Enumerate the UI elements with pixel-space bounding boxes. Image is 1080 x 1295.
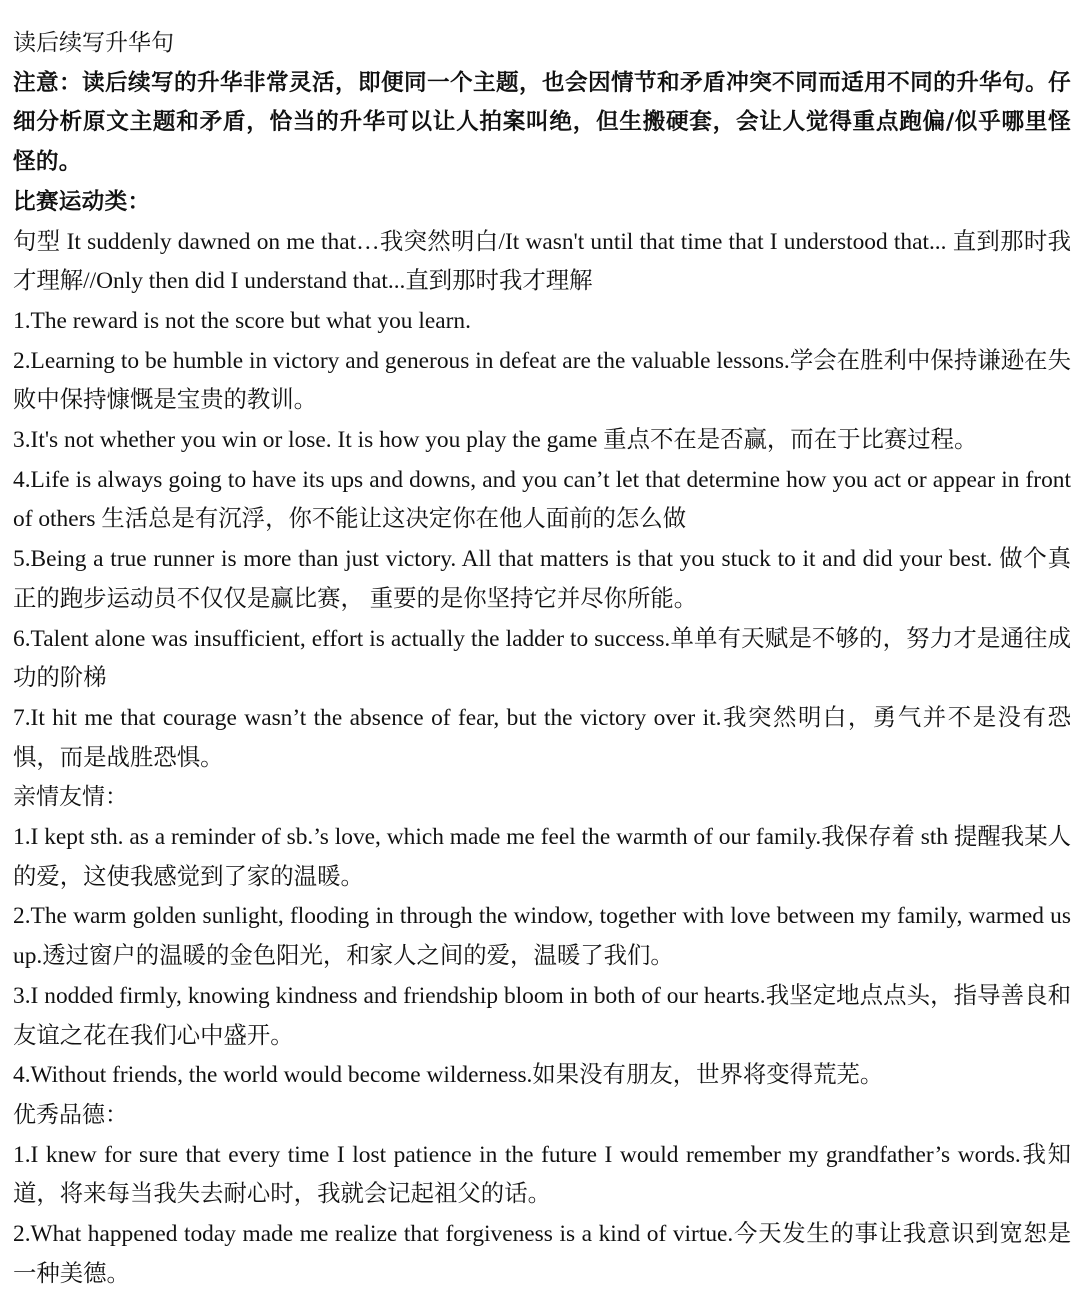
list-item: 6.Talent alone was insufficient, effort is actually the ladder to success.单单有天赋是不够的，努力才是通往成功的阶梯: [13, 625, 1071, 692]
list-item: 1.I knew for sure that every time I lost patience in the future I would remember my grandfather’s words.我知道，将来每当我失去耐心时，我就会记起祖父的话。: [13, 1141, 1071, 1208]
list-item: 4.Without friends, the world would become wilderness.如果没有朋友，世界将变得荒芜。: [13, 1062, 884, 1089]
sentence-pattern: 句型 It suddenly dawned on me that…我突然明白/It wasn't until that time that I understood that... 直到那时我才理解//Only then did I understand that...直到那时我才理解: [13, 228, 1071, 295]
list-item: 2.Learning to be humble in victory and generous in defeat are the valuable lessons.学会在胜利中保持谦逊在失败中保持慷慨是宝贵的教训。: [13, 347, 1071, 414]
list-item: 2.What happened today made me realize that forgiveness is a kind of virtue.今天发生的事让我意识到宽恕是一种美德。: [13, 1221, 1071, 1287]
section-heading-virtues: 优秀品德：: [13, 1101, 128, 1128]
list-item: 5.Being a true runner is more than just victory. All that matters is that you stuck to it and did your best. 做个真正的跑步运动员不仅仅是赢比赛， 重要的是你坚持它并尽你所能。: [13, 546, 1071, 612]
list-item: 2.The warm golden sunlight, flooding in through the window, together with love between my family, warmed us up.透过窗户的温暖的金色阳光，和家人之间的爱，温暖了我们。: [13, 903, 1071, 970]
list-item: 3.I nodded firmly, knowing kindness and friendship bloom in both of our hearts.我坚定地点点头，指导善良和友谊之花在我们心中盛开。: [13, 982, 1071, 1049]
list-item: 4.Life is always going to have its ups and downs, and you can’t let that determine how you act or appear in front of others 生活总是有沉浮，你不能让这决定你在他人面前的怎么做: [13, 466, 1071, 533]
list-item: 1.The reward is not the score but what you learn.: [13, 307, 471, 334]
list-item: 1.I kept sth. as a reminder of sb.’s love, which made me feel the warmth of our family.我保存着 sth 提醒我某人的爱，这使我感觉到了家的温暖。: [13, 824, 1071, 890]
section-heading-family-friendship: 亲情友情：: [13, 784, 128, 811]
list-item: 3.It's not whether you win or lose. It is how you play the game 重点不在是否赢，而在于比赛过程。: [13, 427, 978, 454]
section-heading-sports: 比赛运动类：: [13, 188, 151, 215]
document-title: 读后续写升华句: [13, 30, 174, 56]
note-paragraph: 注意：读后续写的升华非常灵活，即便同一个主题，也会因情节和矛盾冲突不同而适用不同的升华句。仔细分析原文主题和矛盾，恰当的升华可以让人拍案叫绝，但生搬硬套，会让人觉得重点跑偏/似乎哪里怪怪的。: [13, 69, 1071, 176]
list-item: 7.It hit me that courage wasn’t the absence of fear, but the victory over it.我突然明白，勇气并不是没有恐惧，而是战胜恐惧。: [13, 704, 1071, 771]
document-page: [13, 24, 1071, 1295]
